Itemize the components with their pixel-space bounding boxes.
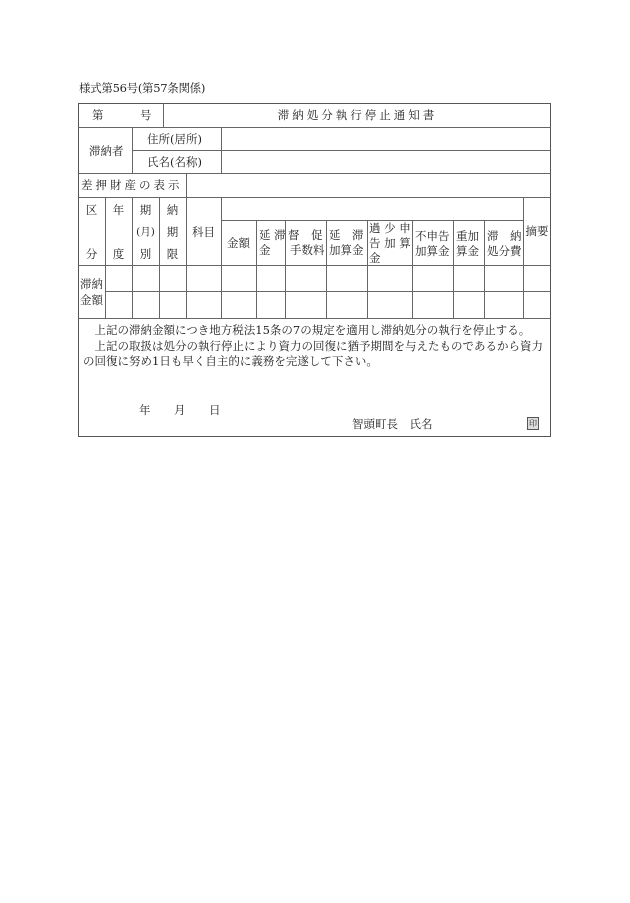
col-kubun-top: 区 [85, 203, 98, 217]
divider [78, 197, 551, 198]
number-prefix: 第 [92, 108, 104, 122]
col-kibetsu-top: 期 [139, 203, 152, 217]
row-label-l2: 金額 [80, 293, 103, 307]
name-field[interactable] [224, 153, 548, 171]
divider [221, 127, 222, 173]
divider [453, 220, 454, 318]
divider [78, 173, 551, 174]
col-kasho-l2: 告 加 算 [369, 236, 411, 250]
col-kubun-bottom: 分 [85, 247, 98, 261]
col-kamoku: 科目 [192, 225, 215, 239]
divider [221, 197, 222, 318]
col-nendo-top: 年 [112, 203, 125, 217]
divider [412, 220, 413, 318]
issuer-label: 智頭町長 氏名 [352, 417, 433, 431]
col-entai-kasan-l1: 延 滞 [329, 228, 364, 242]
divider [186, 173, 187, 197]
divider [256, 220, 257, 318]
divider [78, 318, 551, 319]
col-kibetsu-bottom: 別 [139, 247, 152, 261]
notice-body [83, 323, 545, 370]
col-kasho-l3: 金 [369, 251, 381, 265]
col-tekiyo: 摘要 [525, 224, 549, 238]
col-tokusoku-l2: 手数料 [290, 243, 325, 257]
seized-property-field[interactable] [189, 176, 547, 194]
col-nendo-bottom: 度 [112, 247, 125, 261]
divider [132, 127, 133, 173]
divider [484, 220, 485, 318]
address-field[interactable] [224, 130, 548, 148]
col-taino-shobun-l1: 滞 納 [487, 229, 522, 243]
taxpayer-label: 滞納者 [89, 144, 124, 158]
address-label: 住所(居所) [147, 132, 202, 146]
col-kingaku: 金額 [227, 236, 250, 250]
date-month: 月 [174, 403, 186, 417]
col-kasho-l1: 過 少 申 [369, 221, 411, 235]
col-taino-shobun-l2: 処分費 [487, 244, 522, 258]
divider [132, 150, 551, 151]
col-entai-l2: 金 [259, 243, 271, 257]
col-mushinkoku-l2: 加算金 [415, 244, 450, 258]
document-title: 滞納処分執行停止通知書 [277, 108, 438, 122]
col-kibetsu-mid: (月) [136, 226, 155, 238]
col-nouki-mid: 期 [166, 225, 179, 239]
seal-icon: 印 [529, 419, 537, 428]
col-tokusoku-l1: 督 促 [288, 228, 323, 242]
date-year: 年 [139, 403, 151, 417]
col-entai-kasan-l2: 加算金 [329, 243, 364, 257]
divider [78, 265, 551, 266]
col-jukasan-l2: 算金 [456, 244, 479, 258]
col-nouki-top: 納 [166, 203, 179, 217]
divider [367, 220, 368, 318]
number-suffix: 号 [140, 108, 152, 122]
divider [326, 220, 327, 318]
notice-paragraph-2: 上記の取扱は処分の執行停止により資力の回復に猶予期間を与えたものであるから資力の回復に努め1日も早く自主的に義務を完遂して下さい。 [83, 338, 543, 368]
divider [78, 127, 551, 128]
notice-paragraph-1: 上記の滞納金額につき地方税法15条の7の規定を適用し滞納処分の執行を停止する。 [94, 323, 531, 337]
divider [186, 197, 187, 318]
seized-property-label: 差押財産の表示 [81, 178, 183, 192]
col-mushinkoku-l1: 不申告 [415, 229, 450, 243]
form-label: 様式第56号(第57条関係) [79, 81, 206, 95]
name-label: 氏名(名称) [147, 155, 202, 169]
col-jukasan-l1: 重加 [456, 229, 479, 243]
col-nouki-bottom: 限 [166, 247, 179, 261]
date-day: 日 [209, 403, 221, 417]
row-label-l1: 滞納 [80, 277, 103, 291]
col-entai-l1: 延 滞 [259, 228, 286, 242]
divider [523, 197, 524, 318]
